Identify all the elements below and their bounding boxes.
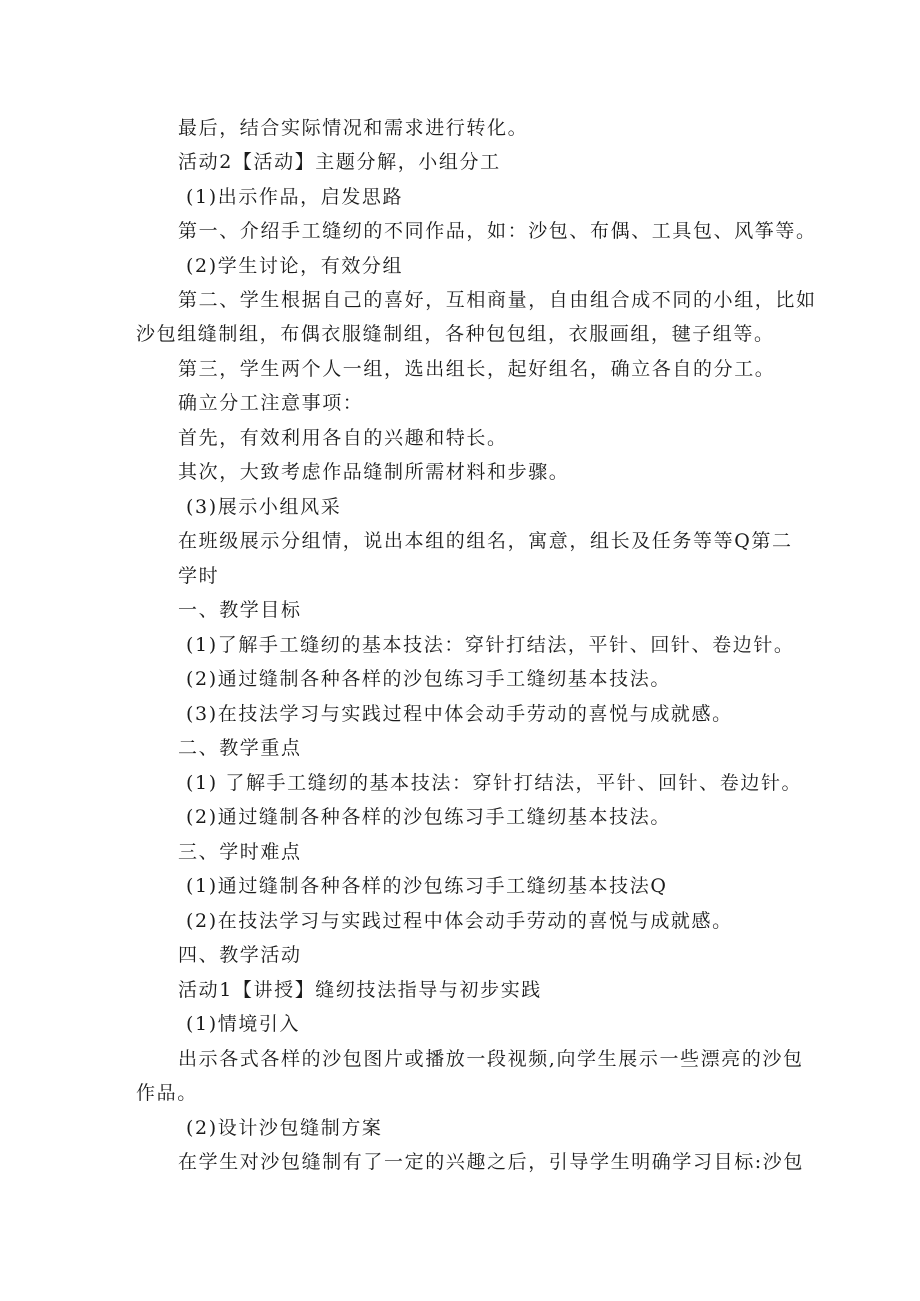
text-line: (1)通过缝制各种各样的沙包练习手工缝纫基本技法Q — [186, 875, 668, 897]
section-heading: 四、教学活动 — [178, 944, 302, 966]
text-line: 出示各式各样的沙包图片或播放一段视频,向学生展示一些漂亮的沙包 — [178, 1048, 804, 1070]
text-line: (3)在技法学习与实践过程中体会动手劳动的喜悦与成就感。 — [186, 703, 733, 725]
section-heading: 一、教学目标 — [178, 599, 302, 621]
text-line: 在学生对沙包缝制有了一定的兴趣之后，引导学生明确学习目标:沙包 — [178, 1151, 805, 1173]
text-line: 沙包组缝制组，布偶衣服缝制组，各种包包组，衣服画组，毽子组等。 — [136, 323, 775, 345]
text-line: (1)了解手工缝纫的基本技法：穿针打结法，平针、回针、卷边针。 — [186, 634, 795, 656]
text-line: (2)设计沙包缝制方案 — [186, 1117, 383, 1139]
text-line: (2)在技法学习与实践过程中体会动手劳动的喜悦与成就感。 — [186, 910, 733, 932]
text-line: 活动1【讲授】缝纫技法指导与初步实践 — [178, 979, 542, 1001]
text-line: 最后，结合实际情况和需求进行转化。 — [178, 117, 529, 139]
text-line: 第二、学生根据自己的喜好，互相商量，自由组合成不同的小组，比如 — [178, 289, 817, 311]
text-line: 确立分工注意事项： — [178, 392, 364, 414]
text-line: (1)情境引入 — [186, 1013, 301, 1035]
text-line: 首先，有效利用各自的兴趣和特长。 — [178, 427, 508, 449]
section-heading: 三、学时难点 — [178, 841, 302, 863]
text-line: (3)展示小组风采 — [186, 496, 342, 518]
text-line: (1) 了解手工缝纫的基本技法：穿针打结法，平针、回针、卷边针。 — [186, 772, 803, 794]
text-line: 其次，大致考虑作品缝制所需材料和步骤。 — [178, 461, 570, 483]
text-line: 第一、介绍手工缝纫的不同作品，如：沙包、布偶、工具包、风筝等。 — [178, 220, 817, 242]
text-line: 学时 — [178, 565, 220, 587]
text-line: 第三，学生两个人一组，选出组长，起好组名，确立各自的分工。 — [178, 358, 776, 380]
text-line: (2)通过缝制各种各样的沙包练习手工缝纫基本技法。 — [186, 806, 671, 828]
text-line: (1)出示作品，启发思路 — [186, 186, 404, 208]
text-line: 作品。 — [136, 1082, 198, 1104]
text-line: (2)通过缝制各种各样的沙包练习手工缝纫基本技法。 — [186, 668, 671, 690]
text-line: 在班级展示分组情，说出本组的组名，寓意，组长及任务等等Q第二 — [178, 530, 793, 552]
section-heading: 二、教学重点 — [178, 737, 302, 759]
text-line: 活动2【活动】主题分解，小组分工 — [178, 151, 501, 173]
text-line: (2)学生讨论，有效分组 — [186, 255, 404, 277]
